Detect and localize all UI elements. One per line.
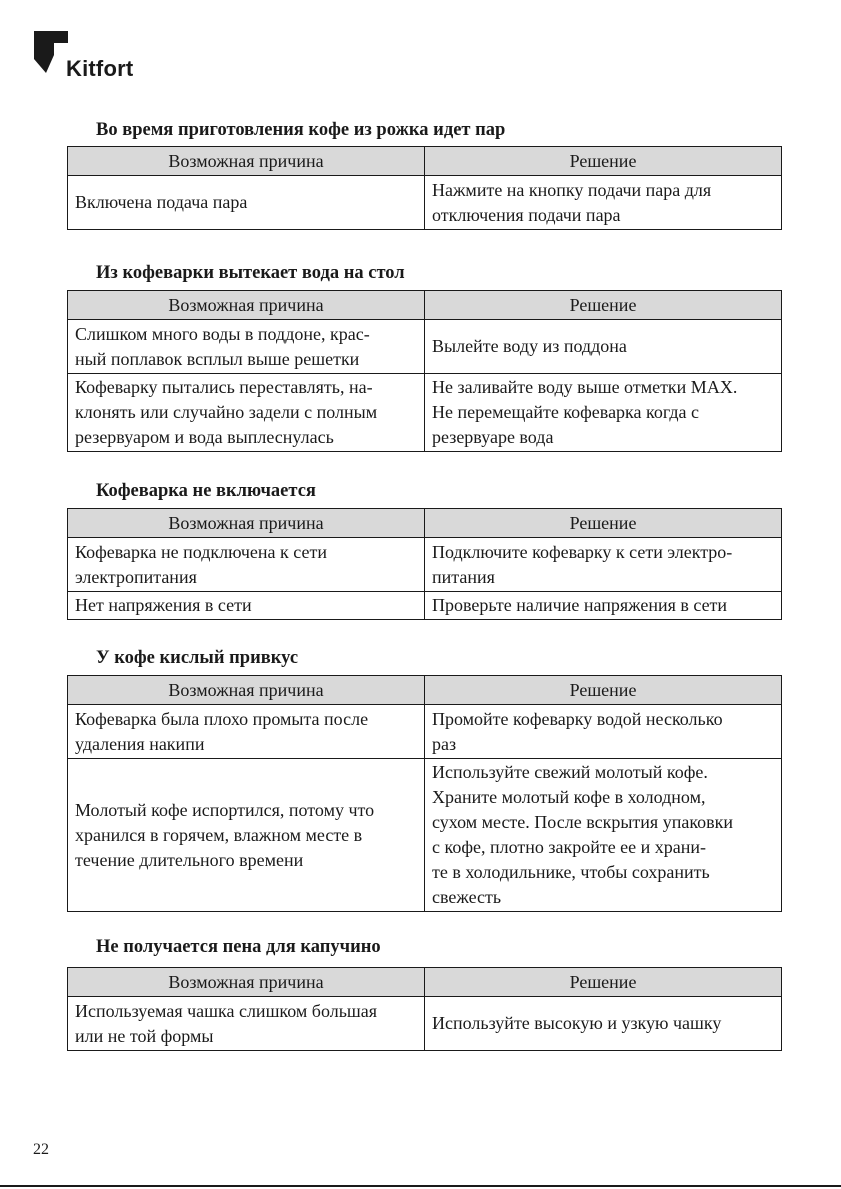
solution-cell: Проверьте наличие напряжения в сети (425, 592, 782, 620)
solution-cell: Нажмите на кнопку подачи пара для отключения подачи пара (425, 176, 782, 230)
solution-cell: Используйте высокую и узкую чашку (425, 997, 782, 1051)
section-title: Из кофеварки вытекает вода на стол (96, 263, 405, 283)
column-header-cause: Возможная причина (68, 509, 425, 538)
column-header-solution: Решение (425, 509, 782, 538)
solution-cell: Не заливайте воду выше отметки MAX. Не перемещайте кофеварка когда с резервуаре вода (425, 374, 782, 452)
column-header-cause: Возможная причина (68, 147, 425, 176)
troubleshooting-table (67, 675, 782, 912)
cause-cell: Включена подача пара (68, 176, 425, 230)
column-header-solution: Решение (425, 291, 782, 320)
table-row (68, 374, 782, 452)
troubleshooting-table (67, 967, 782, 1051)
solution-cell: Подключите кофеварку к сети электро- питания (425, 538, 782, 592)
table-row (68, 592, 782, 620)
column-header-cause: Возможная причина (68, 968, 425, 997)
table-row (68, 759, 782, 912)
kitfort-logo (34, 31, 144, 87)
cause-cell: Слишком много воды в поддоне, крас- ный поплавок всплыл выше решетки (68, 320, 425, 374)
page-bottom-rule (0, 1185, 841, 1187)
table-row (68, 176, 782, 230)
column-header-solution: Решение (425, 147, 782, 176)
troubleshooting-table (67, 146, 782, 230)
troubleshooting-table (67, 508, 782, 620)
solution-cell: Вылейте воду из поддона (425, 320, 782, 374)
cause-cell: Кофеварка не подключена к сети электропитания (68, 538, 425, 592)
column-header-solution: Решение (425, 968, 782, 997)
table-row (68, 997, 782, 1051)
table-row (68, 320, 782, 374)
column-header-cause: Возможная причина (68, 291, 425, 320)
solution-cell: Промойте кофеварку водой несколько раз (425, 705, 782, 759)
solution-cell: Используйте свежий молотый кофе. Храните молотый кофе в холодном, сухом месте. После вскрытия упаковки с кофе, плотно закройте ее и храни- те в холодильнике, чтобы сохранить свежесть (425, 759, 782, 912)
cause-cell: Нет напряжения в сети (68, 592, 425, 620)
table-row (68, 705, 782, 759)
troubleshooting-table (67, 290, 782, 452)
cause-cell: Используемая чашка слишком большая или не той формы (68, 997, 425, 1051)
cause-cell: Кофеварка была плохо промыта после удаления накипи (68, 705, 425, 759)
kitfort-logo-icon (34, 31, 70, 83)
section-title: Не получается пена для капучино (96, 937, 381, 957)
column-header-cause: Возможная причина (68, 676, 425, 705)
table-row (68, 538, 782, 592)
cause-cell: Кофеварку пытались переставлять, на- клонять или случайно задели с полным резервуаром и вода выплеснулась (68, 374, 425, 452)
section-title: Во время приготовления кофе из рожка идет пар (96, 120, 506, 140)
column-header-solution: Решение (425, 676, 782, 705)
cause-cell: Молотый кофе испортился, потому что хранился в горячем, влажном месте в течение длительного времени (68, 759, 425, 912)
section-title: У кофе кислый привкус (96, 648, 299, 668)
section-title: Кофеварка не включается (96, 481, 316, 501)
brand-name: Kitfort (66, 56, 134, 81)
page-number: 22 (33, 1141, 49, 1158)
